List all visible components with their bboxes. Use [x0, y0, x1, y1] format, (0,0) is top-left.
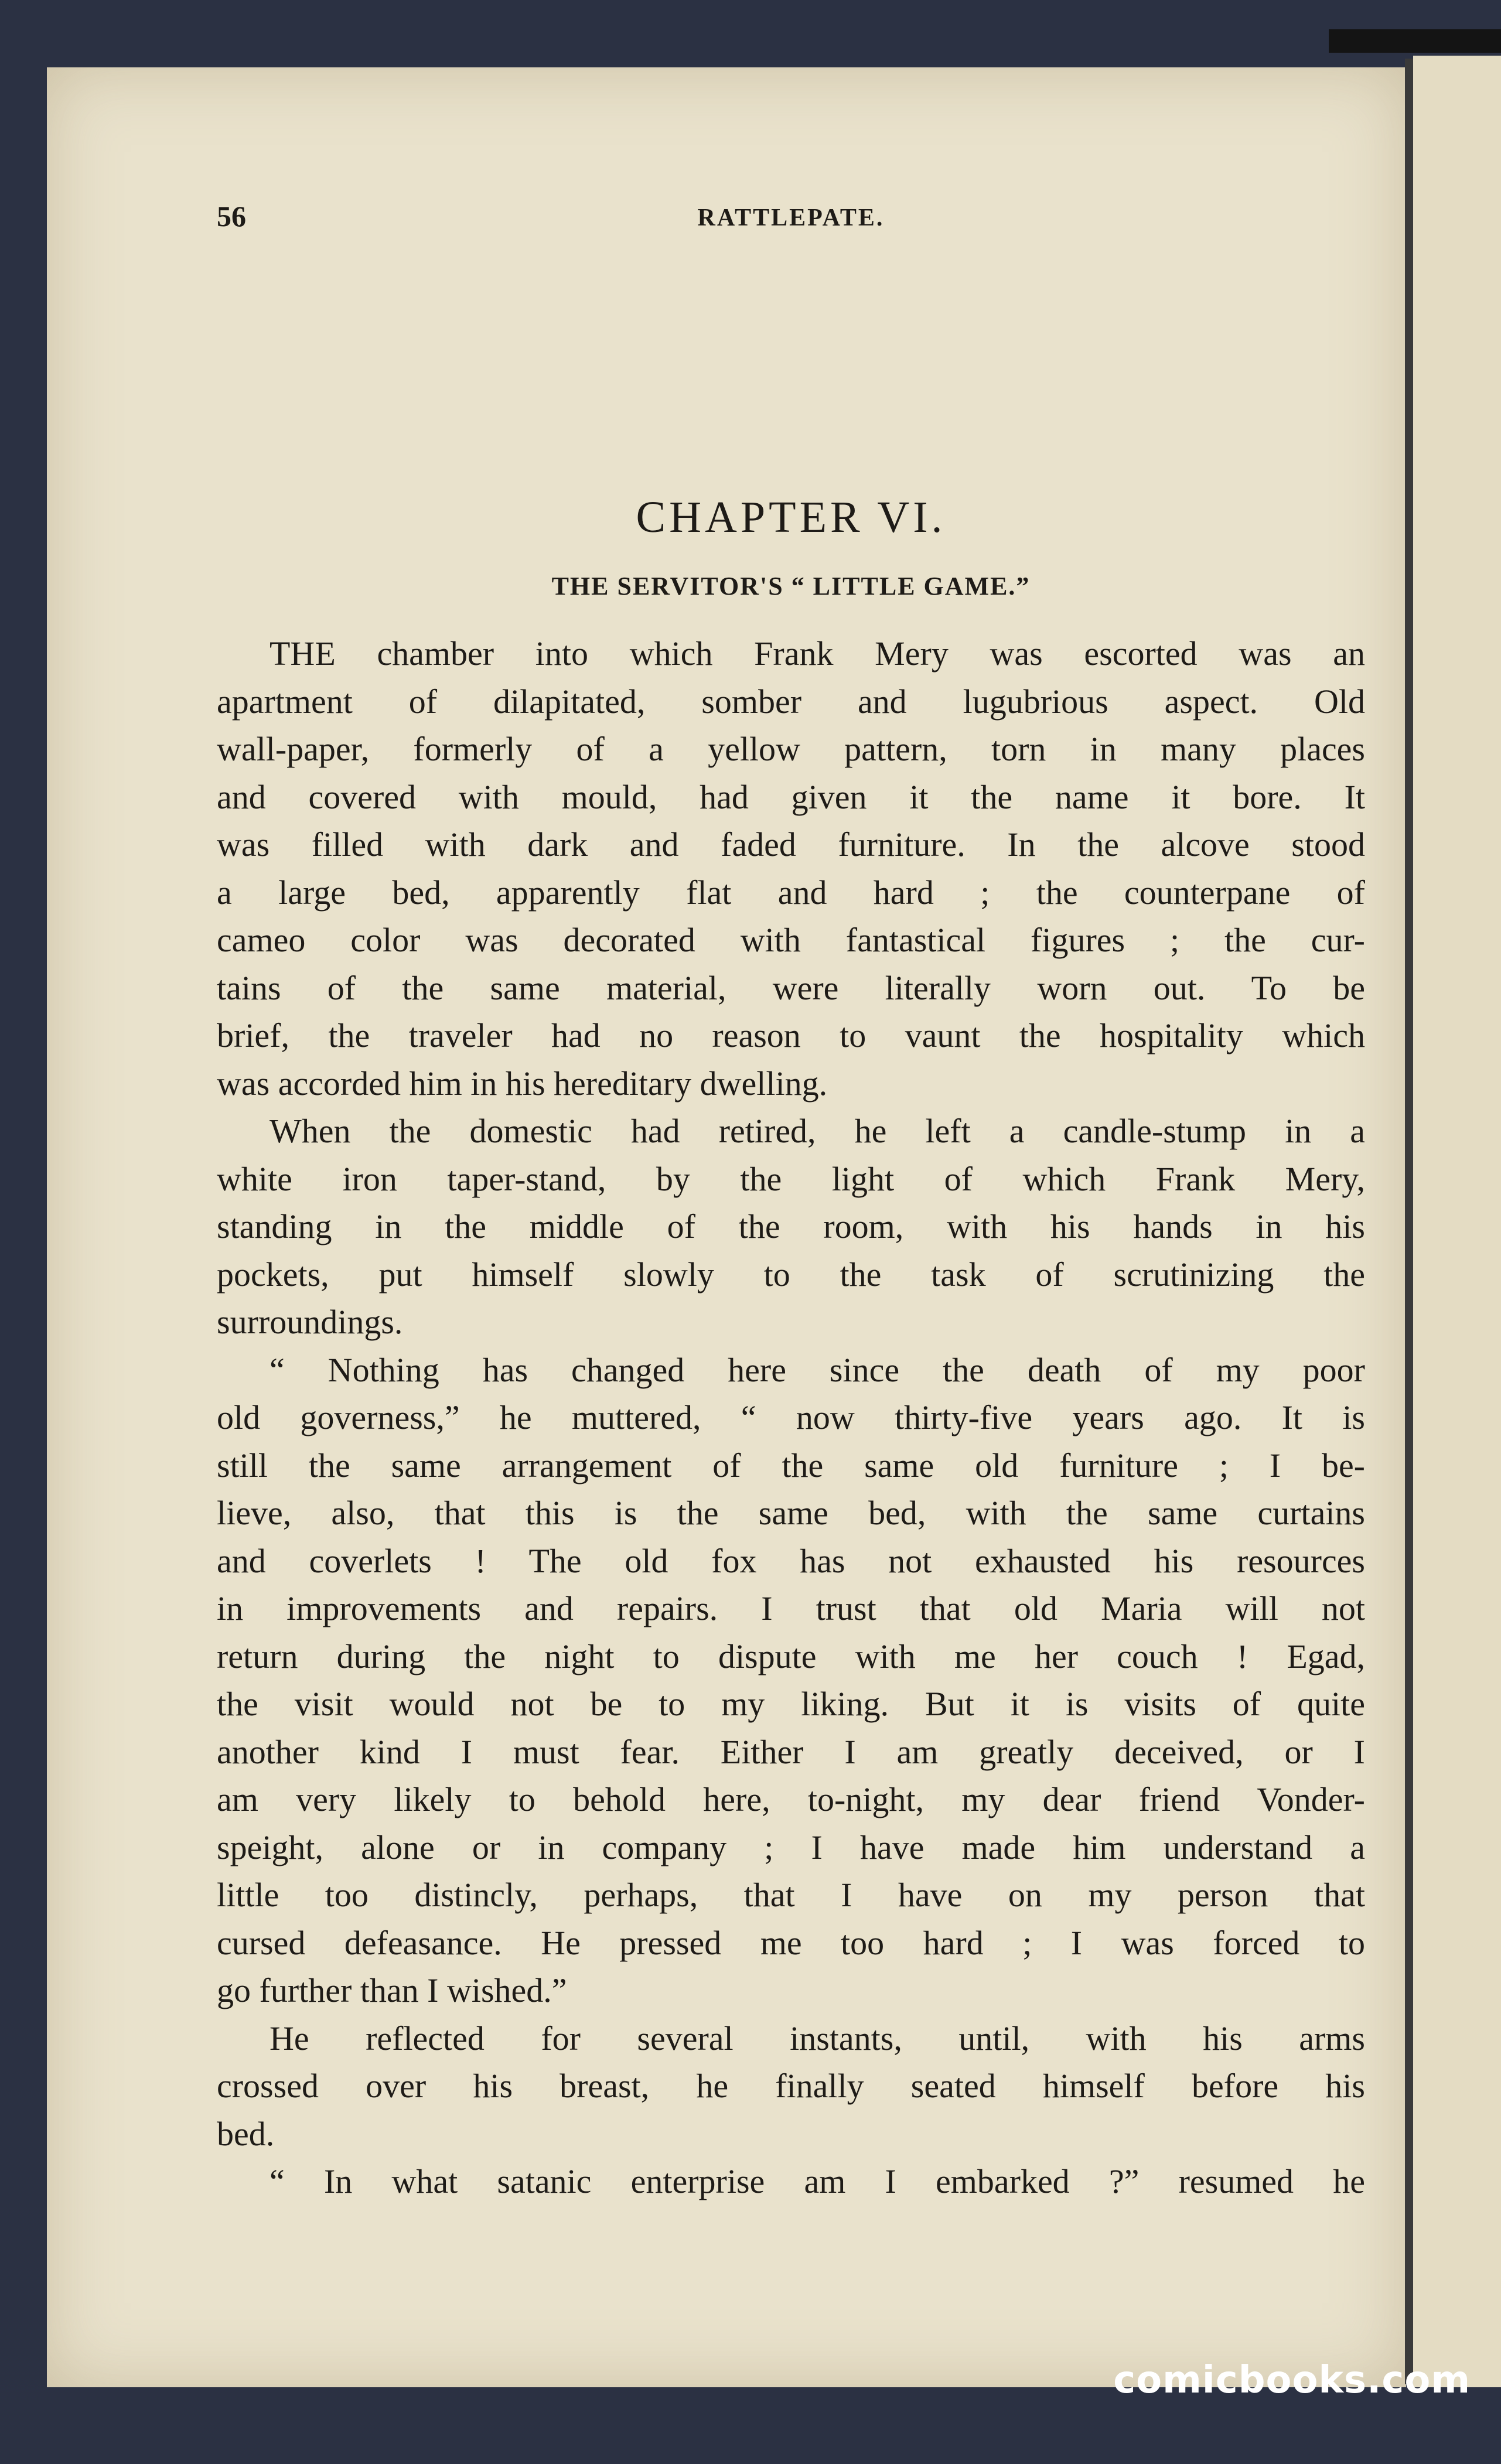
- text-line: am very likely to behold here, to-night, my dear friend Vonder-: [217, 1780, 1365, 1818]
- text-line: still the same arrangement of the same old furniture ; I be-: [217, 1446, 1365, 1484]
- text-line: speight, alone or in company ; I have made him understand a: [217, 1828, 1365, 1866]
- text-line: crossed over his breast, he finally seated himself before his: [217, 2067, 1365, 2105]
- text-line: go further than I wished.”: [217, 1971, 567, 2009]
- text-line: and coverlets ! The old fox has not exhausted his resources: [217, 1541, 1365, 1580]
- text-line: cursed defeasance. He pressed me too hard ; I was forced to: [217, 1923, 1365, 1962]
- text-line: lieve, also, that this is the same bed, with the same curtains: [217, 1494, 1365, 1532]
- text-line: wall-paper, formerly of a yellow pattern, torn in many places: [217, 730, 1365, 768]
- body-text: [217, 630, 1365, 2206]
- text-line: surroundings.: [217, 1303, 403, 1341]
- book-spine-edge: [1329, 29, 1501, 53]
- text-line: and covered with mould, had given it the name it bore. It: [217, 777, 1365, 816]
- text-line: “ Nothing has changed here since the death of my poor: [270, 1350, 1365, 1389]
- chapter-title: CHAPTER VI.: [636, 493, 946, 542]
- text-line: brief, the traveler had no reason to vaunt the hospitality which: [217, 1016, 1365, 1054]
- text-line: was accorded him in his hereditary dwelling.: [217, 1064, 828, 1103]
- text-line: the visit would not be to my liking. But it is visits of quite: [217, 1685, 1365, 1723]
- text-line: standing in the middle of the room, with his hands in his: [217, 1207, 1365, 1245]
- chapter-subtitle: THE SERVITOR'S “ LITTLE GAME.”: [551, 572, 1031, 600]
- site-watermark: comicbooks.com: [1113, 2359, 1471, 2402]
- text-line: little too distincly, perhaps, that I have on my person that: [217, 1876, 1365, 1914]
- text-line: pockets, put himself slowly to the task of scrutinizing the: [217, 1255, 1365, 1294]
- text-line: bed.: [217, 2114, 275, 2153]
- text-line: He reflected for several instants, until, with his arms: [270, 2019, 1365, 2057]
- text-line: cameo color was decorated with fantastical figures ; the cur-: [217, 921, 1365, 959]
- right-page-edge: [1413, 56, 1501, 2387]
- text-line: return during the night to dispute with me her couch ! Egad,: [217, 1637, 1365, 1675]
- text-line: THE chamber into which Frank Mery was escorted was an: [270, 634, 1365, 673]
- text-line: was filled with dark and faded furniture. In the alcove stood: [217, 825, 1365, 864]
- text-line: a large bed, apparently flat and hard ; the counterpane of: [217, 873, 1365, 912]
- text-line: white iron taper-stand, by the light of which Frank Mery,: [217, 1159, 1365, 1198]
- text-line: another kind I must fear. Either I am greatly deceived, or I: [217, 1732, 1365, 1771]
- text-line: in improvements and repairs. I trust that old Maria will not: [217, 1589, 1365, 1627]
- text-line: tains of the same material, were literally worn out. To be: [217, 968, 1365, 1007]
- text-line: old governess,” he muttered, “ now thirty-five years ago. It is: [217, 1398, 1365, 1436]
- page-number: 56: [217, 200, 246, 233]
- running-title: RATTLEPATE.: [697, 204, 885, 231]
- text-line: apartment of dilapitated, somber and lugubrious aspect. Old: [217, 682, 1365, 721]
- text-line: “ In what satanic enterprise am I embarked ?” resumed he: [270, 2162, 1365, 2200]
- text-line: When the domestic had retired, he left a candle-stump in a: [270, 1112, 1365, 1150]
